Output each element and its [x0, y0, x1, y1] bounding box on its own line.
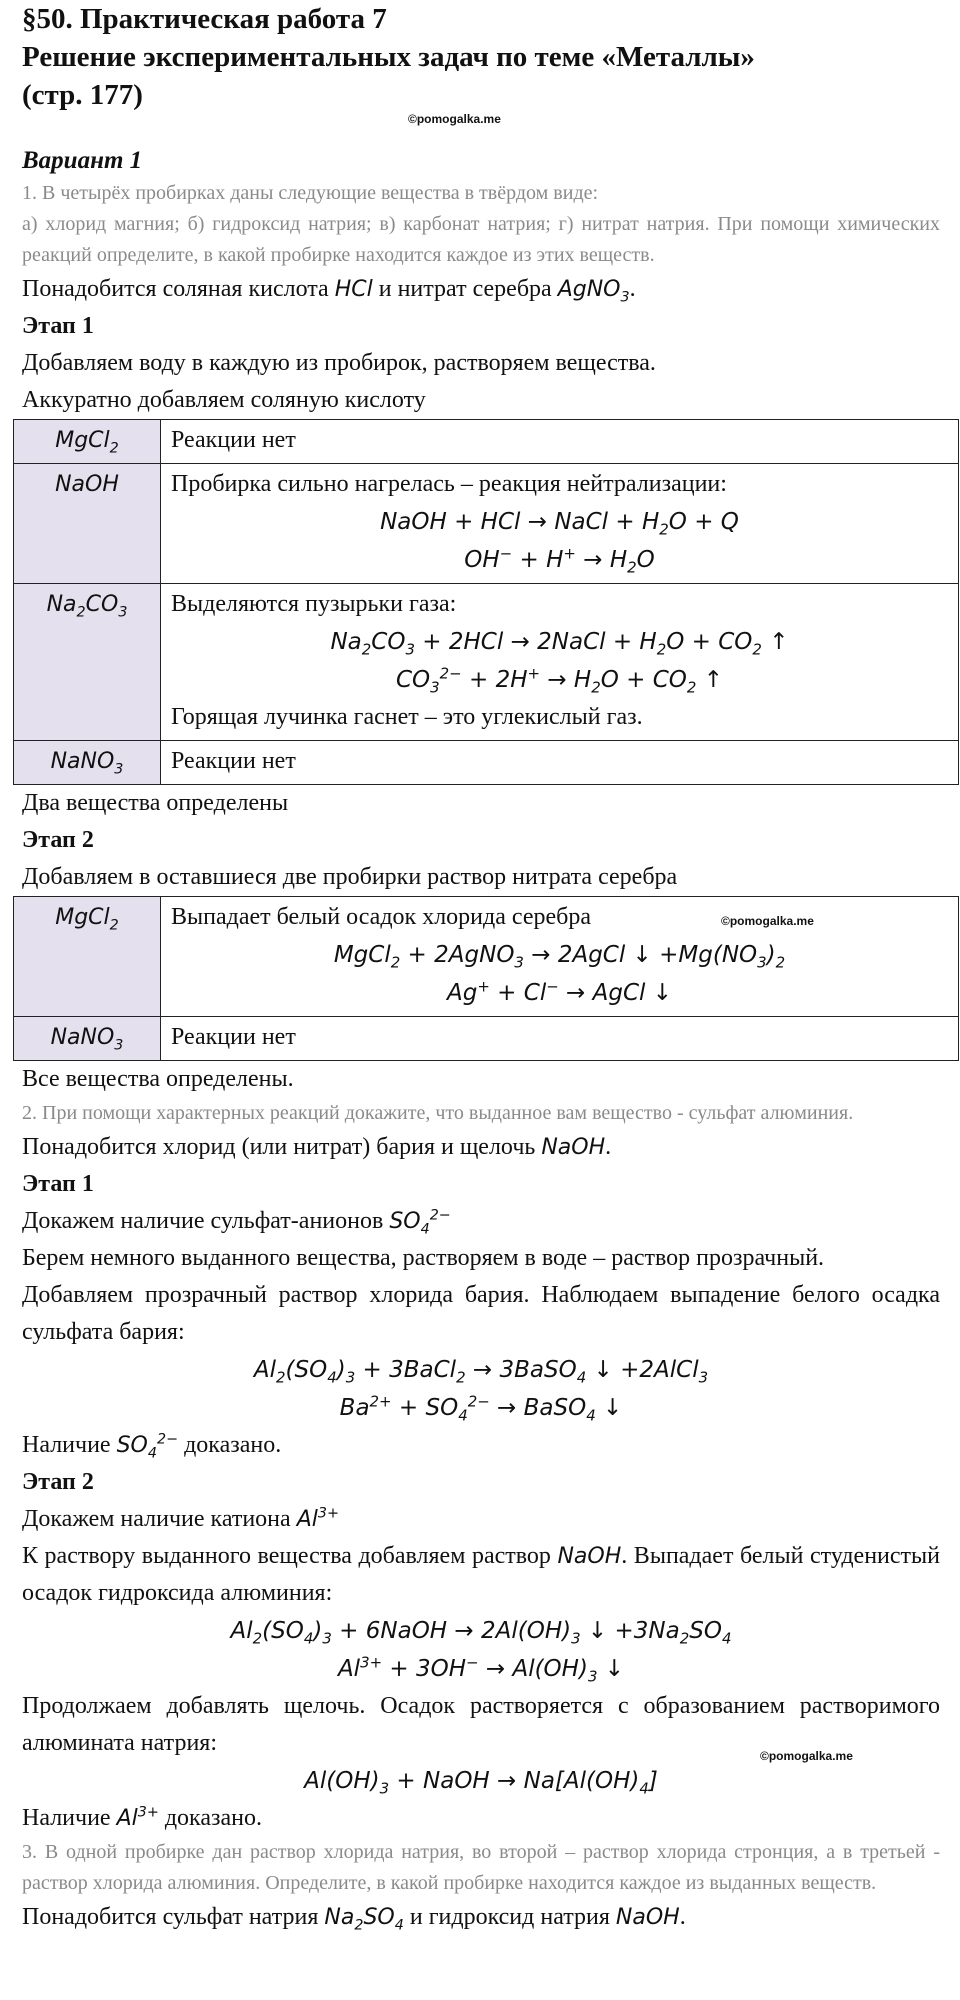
equation: Ag+ + Cl− → AgCl ↓ [446, 977, 672, 1006]
reaction-table-1 [13, 419, 959, 785]
substance-cell: NaOH [14, 464, 161, 584]
task2-stage2-p3: Продолжаем добавлять щелочь. Осадок растворяется с образованием растворимого алюмината натрия: ©pomogalka.me [22, 1688, 940, 1762]
task2-stage2-p1: Докажем наличие катиона $Al^{3+}$ [22, 1505, 339, 1532]
watermark: ©pomogalka.me [721, 914, 814, 928]
result-cell: Выделяются пузырьки газа: $Na_2CO_3 + 2HCl$ → 2NaCl + $H_2O + CO_2$ ↑ $CO_3^{2-} + 2H^+ \to H_2O + CO_2$ ↑ Горящая лучинка гаснет – это углекислый газ. [161, 584, 959, 741]
substance-cell: MgCl$_2$ [14, 420, 161, 464]
reaction-table-2 [13, 896, 959, 1061]
watermark: ©pomogalka.me [408, 112, 501, 126]
task2-need: Понадобится хлорид (или нитрат) бария и щелочь NaOH. [22, 1134, 612, 1160]
substance-cell: MgCl$_2$ [14, 897, 161, 1017]
equation: NaOH + HCl → NaCl + $H_2O + Q$ [380, 509, 739, 539]
task1-text-b: а) хлорид магния; б) гидроксид натрия; в) карбонат натрия; г) нитрат натрия. При помощи химических реакций определите, в какой пробирке находится каждое из этих веществ. [22, 213, 940, 266]
result-cell: Пробирка сильно нагрелась – реакция нейтрализации: NaOH + HCl → NaCl + $H_2O + Q$ $OH^- + H^+ \to H_2O$ [161, 464, 959, 584]
substance-cell: $Na_2CO_3$ [14, 584, 161, 741]
equation: $CO_3^{2-} + 2H^+ \to H_2O + CO_2$ ↑ [395, 664, 724, 697]
equation: $Al_2(SO_4)_3$ + 3BaCl$_2$ → 3BaSO$_4$ ↓ +2AlCl$_3$ [253, 1357, 709, 1387]
result-cell: Реакции нет [161, 420, 959, 464]
task2-stage1-conclusion: Наличие $SO_4^{2-}$ доказано. [22, 1431, 282, 1462]
equation: $Al_2(SO_4)_3$ + 6NaOH → $2Al(OH)_3$ ↓ $+3Na_2SO_4$ [230, 1618, 732, 1648]
task1-stage2-p1: Добавляем в оставшиеся две пробирки раствор нитрата серебра [22, 864, 678, 890]
task2-stage1-title: Этап 1 [22, 1171, 94, 1197]
substance-cell: NaNO$_3$ [14, 741, 161, 785]
task1-text-a: 1. В четырёх пробирках даны следующие вещества в твёрдом виде: [22, 182, 599, 204]
equation: MgCl$_2$ + 2AgNO$_3$ → 2AgCl ↓ $+Mg(NO_3)_2$ [333, 942, 786, 972]
table-row [14, 741, 959, 785]
task1-need: Понадобится соляная кислота HCl и нитрат серебра AgNO$_3$. [22, 276, 636, 306]
task1-stage1-p2: Аккуратно добавляем соляную кислоту [22, 387, 426, 413]
result-cell: Выпадает белый осадок хлорида серебра ©pomogalka.me MgCl$_2$ + 2AgNO$_3$ → 2AgCl ↓ $+Mg(NO_3)_2$ Ag+ + Cl− → AgCl ↓ [161, 897, 959, 1017]
task2-text: 2. При помощи характерных реакций докажите, что выданное вам вещество - сульфат алюминия. [22, 1102, 854, 1124]
page-title-line2: Решение экспериментальных задач по теме «Металлы» [22, 41, 755, 73]
substance-cell: NaNO$_3$ [14, 1017, 161, 1061]
table-row [14, 897, 959, 1017]
task2-stage1-p3: Добавляем прозрачный раствор хлорида бария. Наблюдаем выпадение белого осадка сульфата бария: [22, 1282, 940, 1345]
task2-stage1-p1: Докажем наличие сульфат-анионов $SO_4^{2-}$ [22, 1207, 451, 1238]
equation: $Al(OH)_3$ + NaOH → $Na[Al(OH)_4]$ [304, 1768, 658, 1798]
task2-stage1-p2: Берем немного выданного вещества, растворяем в воде – раствор прозрачный. [22, 1245, 825, 1271]
table-row [14, 464, 959, 584]
table-row [14, 420, 959, 464]
task1-after-table1: Два вещества определены [22, 790, 289, 816]
result-cell: Реакции нет [161, 1017, 959, 1061]
table-row [14, 1017, 959, 1061]
document-page [22, 0, 940, 1936]
result-cell: Реакции нет [161, 741, 959, 785]
task1-stage2-title: Этап 2 [22, 827, 94, 853]
page-title-line3: (стр. 177) [22, 79, 143, 111]
task3-text: 3. В одной пробирке дан раствор хлорида натрия, во второй – раствор хлорида стронция, а в третьей - раствор хлорида алюминия. Определите, в какой пробирке находится каждое из выданных веществ. [22, 1841, 940, 1894]
task3-need: Понадобится сульфат натрия $Na_2SO_4$ и гидроксид натрия NaOH. [22, 1904, 686, 1934]
equation: $Al^{3+} + 3OH^- \to Al(OH)_3$ ↓ [337, 1653, 625, 1686]
page-title-line1: §50. Практическая работа 7 [22, 3, 387, 35]
variant-title: Вариант 1 [22, 147, 143, 174]
watermark: ©pomogalka.me [760, 1749, 853, 1763]
task2-stage2-p2: К раствору выданного вещества добавляем раствор NaOH. Выпадает белый студенистый осадок гидроксида алюминия: [22, 1543, 940, 1606]
equation: $OH^- + H^+ \to H_2O$ [464, 544, 655, 577]
task2-stage2-title: Этап 2 [22, 1469, 94, 1495]
task1-after-table2: Все вещества определены. [22, 1066, 294, 1092]
equation: $Ba^{2+} + SO_4^{2-}$ → BaSO$_4$ ↓ [339, 1392, 623, 1425]
task1-stage1-p1: Добавляем воду в каждую из пробирок, растворяем вещества. [22, 350, 656, 376]
task1-stage1-title: Этап 1 [22, 313, 94, 339]
table-row [14, 584, 959, 741]
equation: $Na_2CO_3 + 2HCl$ → 2NaCl + $H_2O + CO_2$ ↑ [330, 629, 789, 659]
task2-stage2-conclusion: Наличие $Al^{3+}$ доказано. [22, 1804, 262, 1831]
